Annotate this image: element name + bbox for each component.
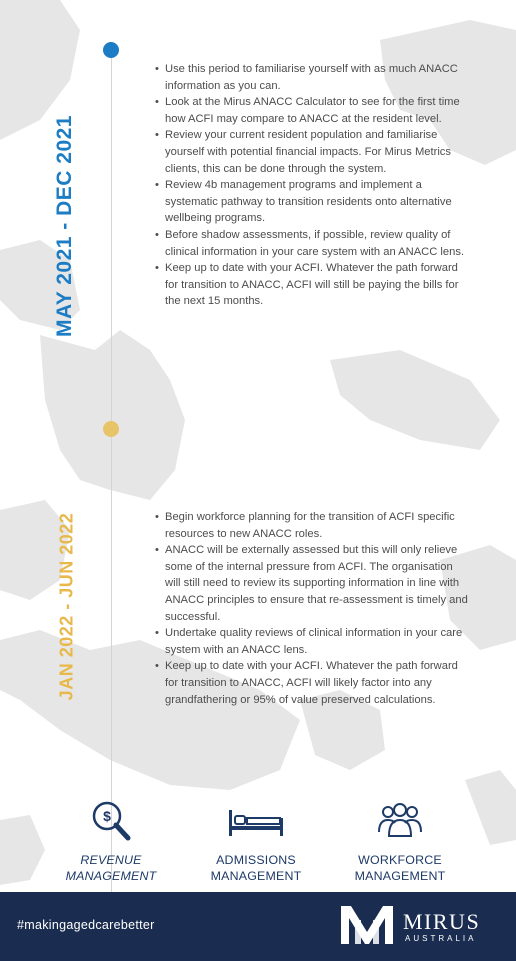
list-item: • Review your current resident population and familiarise yourself with potential financial impacts. For Mirus Metrics clients, this can be done through the system. [152,127,470,177]
timeline-marker-2 [103,421,119,437]
period-1-label: MAY 2021 - DEC 2021 [53,115,76,337]
bed-icon [226,800,286,844]
period-1-bullet-list [152,61,470,310]
list-item: • Use this period to familiarise yourself with as much ANACC information as you can. [152,61,470,94]
logo-subtitle: AUSTRALIA [405,934,477,943]
timeline-line [111,50,112,892]
period-2-label: JAN 2022 - JUN 2022 [56,512,77,701]
revenue-label-line1: REVENUE [80,853,142,867]
period-2-bullet-list [152,509,470,708]
list-item: • Keep up to date with your ACFI. Whatever the path forward for transition to ANACC, ACFI will likely factor into any grandfathering or 95% of value preserved calculations. [152,658,470,708]
list-item: • Before shadow assessments, if possible, review quality of clinical information in your care system with an ANACC lens. [152,227,470,260]
people-group-icon [375,800,425,844]
revenue-search-dollar-icon [89,800,133,844]
list-item: • Keep up to date with your ACFI. Whatever the path forward for transition to ANACC, ACFI will still be paying the bills for the next 15 months. [152,260,470,310]
list-item: • Undertake quality reviews of clinical information in your care system with an ANACC lens. [152,625,470,658]
admissions-label-line2: MANAGEMENT [210,869,302,883]
revenue-management [41,800,181,884]
admissions-management [186,800,326,884]
list-item: • Look at the Mirus ANACC Calculator to see for the first time how ACFI may compare to ANACC at the resident level. [152,94,470,127]
footer-bar [0,892,516,961]
timeline-marker-1 [103,42,119,58]
list-item: • ANACC will be externally assessed but this will only relieve some of the internal pressure from ACFI. The organisation will still need to review its supporting information in line with ANACC principles to ensure that re-assessment is timely and successful. [152,542,470,625]
revenue-label-line2: MANAGEMENT [65,869,157,883]
logo-name: MIRUS [403,909,481,934]
management-categories [0,800,516,890]
mirus-logo-mark-icon [339,902,395,948]
list-item: • Review 4b management programs and implement a systematic pathway to transition residents onto alternative wellbeing programs. [152,177,470,227]
svg-text:$: $ [103,808,111,824]
workforce-label-line1: WORKFORCE [358,853,442,867]
mirus-logo [339,902,499,952]
workforce-label-line2: MANAGEMENT [354,869,446,883]
workforce-management [330,800,470,884]
hashtag: #makingagedcarebetter [17,918,155,932]
list-item: • Begin workforce planning for the transition of ACFI specific resources to new ANACC roles. [152,509,470,542]
admissions-label-line1: ADMISSIONS [216,853,296,867]
